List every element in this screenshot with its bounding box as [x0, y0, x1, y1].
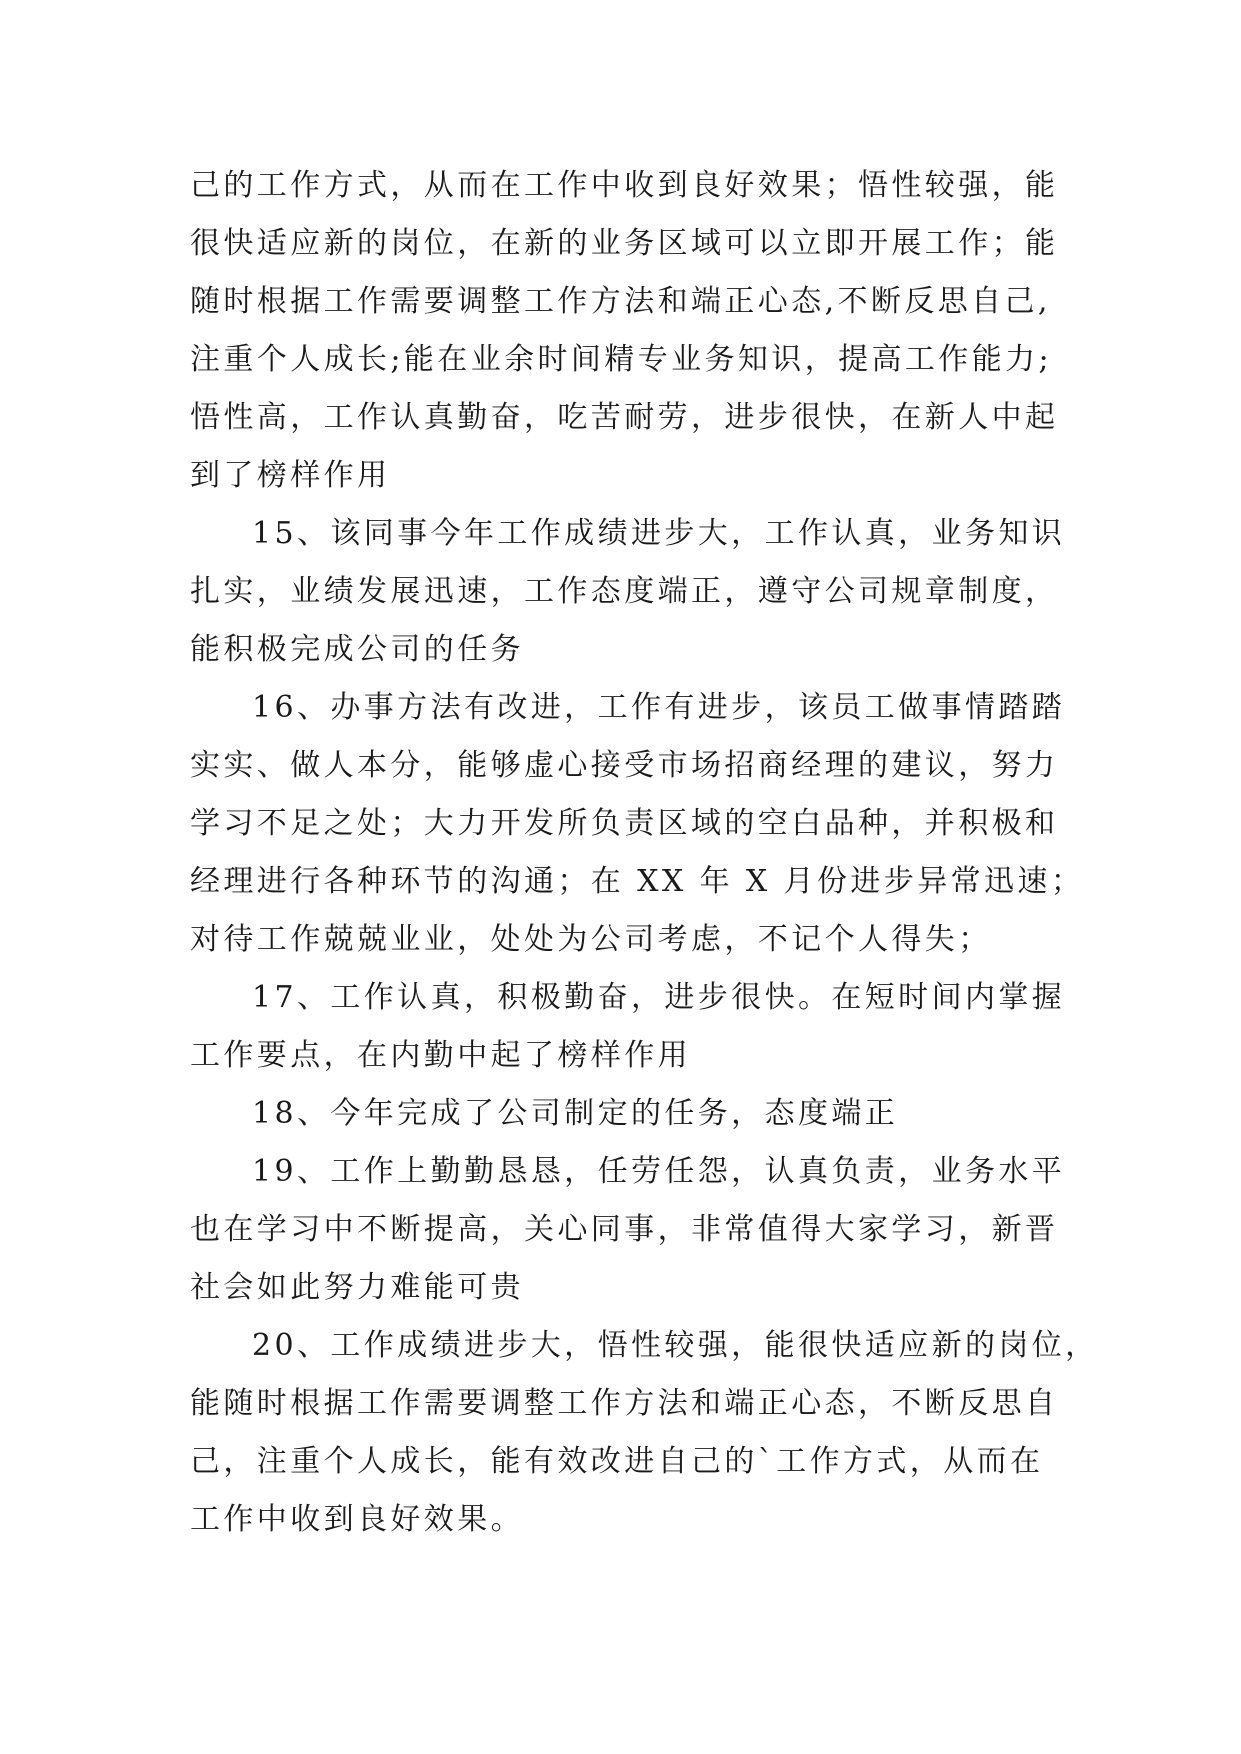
text-line: 能随时根据工作需要调整工作方法和端正心态，不断反思自 — [190, 1386, 1059, 1421]
text-line: 社会如此努力难能可贵 — [190, 1270, 524, 1305]
text-line: 实实、做人本分，能够虚心接受市场招商经理的建议，努力 — [190, 748, 1059, 783]
text-line: 很快适应新的岗位，在新的业务区域可以立即开展工作；能 — [190, 226, 1059, 261]
text-line: 到了榜样作用 — [190, 458, 391, 493]
text-line: 己，注重个人成长，能有效改进自己的`工作方式，从而在 — [190, 1444, 1044, 1479]
paragraph-16-first-line: 16、办事方法有改进，工作有进步，该员工做事情踏踏 — [252, 690, 1066, 725]
text-line: 学习不足之处；大力开发所负责区域的空白品种，并积极和 — [190, 806, 1059, 841]
paragraph-18-first-line: 18、今年完成了公司制定的任务，态度端正 — [252, 1096, 899, 1131]
paragraph-19-first-line: 19、工作上勤勤恳恳，任劳任怨，认真负责，业务水平 — [252, 1154, 1066, 1189]
text-line: 悟性高，工作认真勤奋，吃苦耐劳，进步很快，在新人中起 — [190, 400, 1059, 435]
text-line: 随时根据工作需要调整工作方法和端正心态,不断反思自己, — [190, 284, 1051, 319]
text-line: 能积极完成公司的任务 — [190, 632, 524, 667]
text-line: 扎实，业绩发展迅速，工作态度端正，遵守公司规章制度， — [190, 574, 1059, 609]
document-body — [190, 157, 1099, 1549]
text-line: 工作要点，在内勤中起了榜样作用 — [190, 1038, 691, 1073]
paragraph-20-first-line: 20、工作成绩进步大，悟性较强，能很快适应新的岗位， — [252, 1328, 1099, 1363]
text-line: 注重个人成长;能在业余时间精专业务知识，提高工作能力; — [190, 342, 1053, 377]
paragraph-15-first-line: 15、该同事今年工作成绩进步大，工作认真，业务知识 — [252, 516, 1066, 551]
text-line: 己的工作方式，从而在工作中收到良好效果；悟性较强，能 — [190, 168, 1059, 203]
text-line: 工作中收到良好效果。 — [190, 1502, 524, 1537]
text-line: 对待工作兢兢业业，处处为公司考虑，不记个人得失； — [190, 922, 992, 957]
text-line: 经理进行各种环节的沟通；在 XX 年 X 月份进步异常迅速； — [190, 864, 1085, 899]
text-line: 也在学习中不断提高，关心同事，非常值得大家学习，新晋 — [190, 1212, 1059, 1247]
paragraph-17-first-line: 17、工作认真，积极勤奋，进步很快。在短时间内掌握 — [252, 980, 1066, 1015]
